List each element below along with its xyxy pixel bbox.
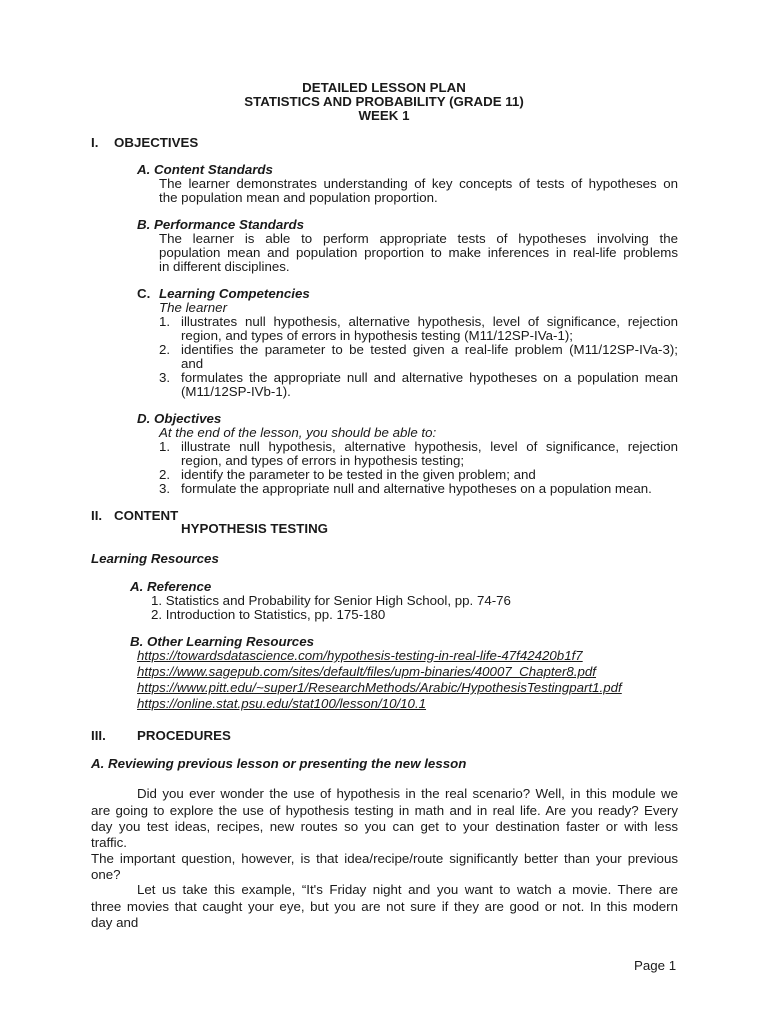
resource-link[interactable]: https://towardsdatascience.com/hypothesis-testing-in-real-life-47f42420b1f7: [137, 648, 583, 663]
paragraph-line: Did you ever wonder the use of hypothesis in the real scenario? Well, in this module we: [137, 786, 678, 801]
paragraph-line: one?: [91, 867, 121, 882]
objective-line: formulate the appropriate null and alternative hypotheses on a population mean.: [181, 481, 652, 496]
paragraph-line: day and: [91, 915, 139, 930]
d-objectives-heading: D. Objectives: [137, 411, 222, 426]
paragraph-line: day you test ideas, recipes, new routes so you can get to your destination faster or with less: [91, 819, 678, 834]
learning-competencies-intro: The learner: [159, 300, 227, 315]
competency-line: formulates the appropriate null and alternative hypotheses on a population mean: [181, 370, 678, 385]
section-numeral-1: I.: [91, 135, 99, 150]
performance-standards-line-2: population mean and population proportion to make inferences in real-life problems: [159, 245, 678, 260]
section-title-objectives: OBJECTIVES: [114, 135, 199, 150]
section-numeral-2: II.: [91, 508, 103, 523]
reference-item: 1. Statistics and Probability for Senior High School, pp. 74-76: [151, 593, 511, 608]
paragraph-line: three movies that caught your eye, but you are not sure if they are good or not. In this modern: [91, 899, 678, 914]
resource-link[interactable]: https://www.sagepub.com/sites/default/files/upm-binaries/40007_Chapter8.pdf: [137, 664, 597, 679]
objective-line: illustrate null hypothesis, alternative hypothesis, level of significance, rejection: [181, 439, 678, 454]
resource-link[interactable]: https://www.pitt.edu/~super1/ResearchMethods/Arabic/HypothesisTestingpart1.pdf: [137, 680, 622, 695]
paragraph-line: Let us take this example, “It's Friday night and you want to watch a movie. There are: [137, 882, 678, 897]
competency-line: (M11/12SP-IVb-1).: [181, 384, 291, 399]
paragraph-line: are going to explore the use of hypothesis testing in math and in real life. Are you ready? Every: [91, 803, 678, 818]
competency-number: 3.: [159, 370, 171, 385]
paragraph-line: The important question, however, is that idea/recipe/route significantly better than your previous: [91, 851, 678, 866]
section-title-procedures: PROCEDURES: [137, 728, 231, 743]
objective-line: identify the parameter to be tested in the given problem; and: [181, 467, 536, 482]
section-numeral-3: III.: [91, 728, 106, 743]
competency-number: 2.: [159, 342, 171, 357]
learning-resources-heading: Learning Resources: [91, 551, 219, 566]
competency-line: illustrates null hypothesis, alternative hypothesis, level of significance, rejection: [181, 314, 678, 329]
content-standards-line-1: The learner demonstrates understanding of key concepts of tests of hypotheses on: [159, 176, 678, 191]
content-topic: HYPOTHESIS TESTING: [181, 521, 329, 536]
objective-number: 2.: [159, 467, 171, 482]
competency-line: identifies the parameter to be tested given a real-life problem (M11/12SP-IVa-3);: [181, 342, 678, 357]
title-line-3: WEEK 1: [358, 108, 410, 123]
title-line-1: DETAILED LESSON PLAN: [302, 80, 466, 95]
reference-heading: A. Reference: [130, 579, 212, 594]
performance-standards-heading: B. Performance Standards: [137, 217, 305, 232]
section-title-content: CONTENT: [114, 508, 179, 523]
resource-link[interactable]: https://online.stat.psu.edu/stat100/lesson/10/10.1: [137, 696, 427, 711]
competency-line: region, and types of errors in hypothesis testing (M11/12SP-IVa-1);: [181, 328, 573, 343]
learning-competencies-letter: C.: [137, 286, 151, 301]
paragraph-line: traffic.: [91, 835, 127, 850]
content-standards-line-2: the population mean and population proportion.: [159, 190, 438, 205]
other-resources-heading: B. Other Learning Resources: [130, 634, 314, 649]
objective-number: 3.: [159, 481, 171, 496]
competency-line: and: [181, 356, 204, 371]
title-line-2: STATISTICS AND PROBABILITY (GRADE 11): [244, 94, 524, 109]
procedures-subtitle: A. Reviewing previous lesson or presenting the new lesson: [91, 756, 467, 771]
learning-competencies-heading: Learning Competencies: [159, 286, 310, 301]
objective-number: 1.: [159, 439, 171, 454]
performance-standards-line-1: The learner is able to perform appropriate tests of hypotheses involving the: [159, 231, 678, 246]
page-number: Page 1: [634, 958, 677, 973]
competency-number: 1.: [159, 314, 171, 329]
reference-item: 2. Introduction to Statistics, pp. 175-180: [151, 607, 386, 622]
content-standards-heading: A. Content Standards: [137, 162, 273, 177]
d-objectives-intro: At the end of the lesson, you should be able to:: [159, 425, 437, 440]
objective-line: region, and types of errors in hypothesis testing;: [181, 453, 465, 468]
performance-standards-line-3: in different disciplines.: [159, 259, 290, 274]
